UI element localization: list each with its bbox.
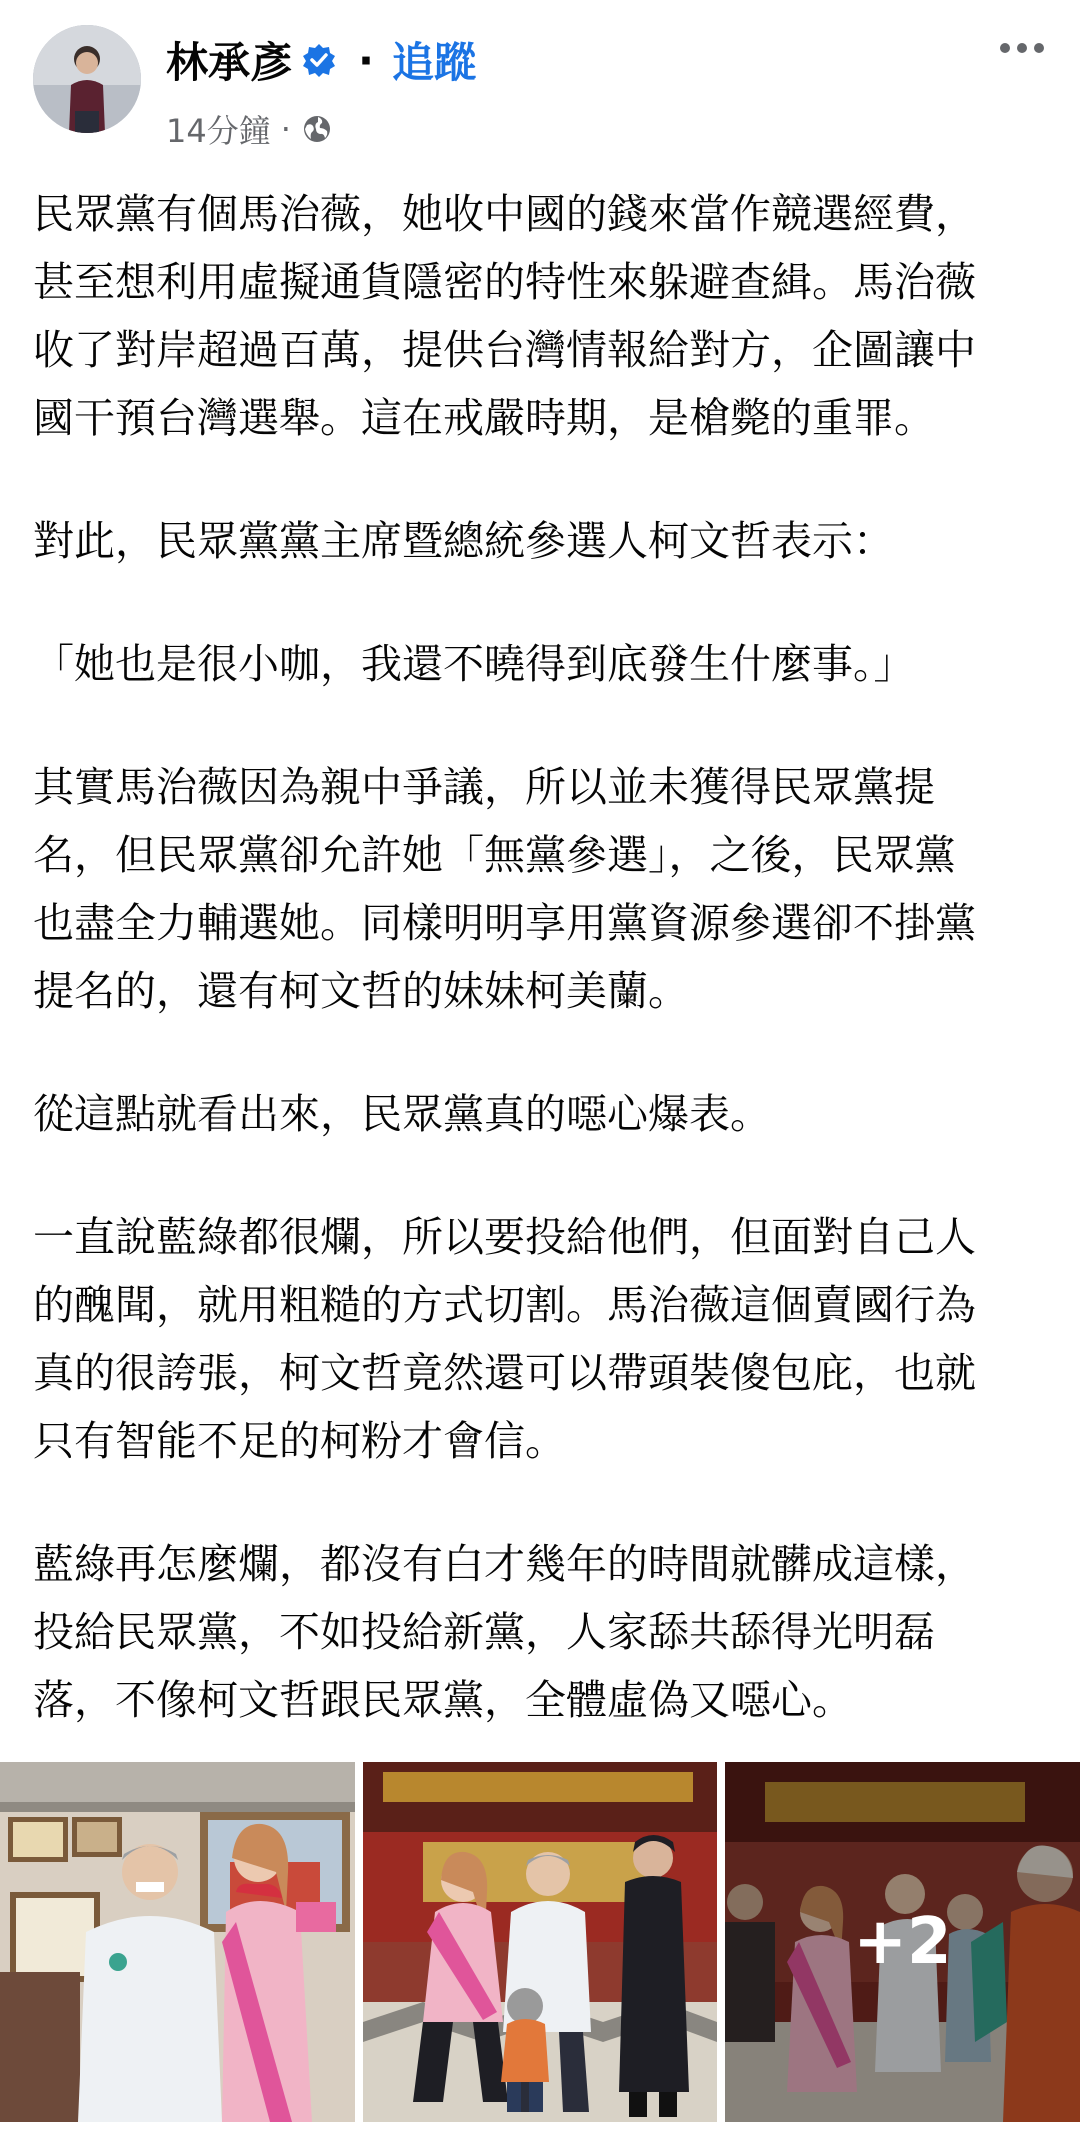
post-paragraph bbox=[33, 180, 1053, 452]
author-name[interactable]: 林承彥 bbox=[166, 38, 293, 87]
meta-separator: · bbox=[280, 110, 291, 148]
text-line: 其實馬治薇因為親中爭議，所以並未獲得民眾黨提 bbox=[33, 763, 935, 811]
text-line: 的醜聞，就用粗糙的方式切割。馬治薇這個賣國行為 bbox=[33, 1281, 976, 1329]
text-line: 「她也是很小咖，我還不曉得到底發生什麼事。」 bbox=[33, 640, 915, 688]
text-line: 名，但民眾黨卻允許她「無黨參選」，之後，民眾黨 bbox=[33, 831, 956, 879]
more-photos-overlay[interactable] bbox=[725, 1762, 1080, 2122]
text-line: 甚至想利用虛擬通貨隱密的特性來躲避查緝。馬治薇 bbox=[33, 258, 976, 306]
post-paragraph bbox=[33, 507, 1053, 575]
separator-dot: · bbox=[358, 35, 374, 85]
post-paragraph bbox=[33, 753, 1053, 1025]
text-line: 提名的，還有柯文哲的妹妹柯美蘭。 bbox=[33, 967, 689, 1015]
follow-button[interactable]: 追蹤 bbox=[391, 38, 476, 87]
post-text bbox=[33, 180, 1053, 1789]
text-line: 投給民眾黨，不如投給新黨，人家舔共舔得光明磊 bbox=[33, 1608, 935, 1656]
author-line bbox=[166, 30, 476, 90]
globe-icon[interactable] bbox=[301, 113, 333, 145]
post-paragraph bbox=[33, 630, 1053, 698]
text-line: 藍綠再怎麼爛，都沒有白才幾年的時間就髒成這樣， bbox=[33, 1540, 976, 1588]
author-avatar[interactable] bbox=[33, 25, 141, 133]
text-line: 從這點就看出來，民眾黨真的噁心爆表。 bbox=[33, 1090, 771, 1138]
more-options-icon[interactable] bbox=[992, 28, 1052, 68]
post-paragraph bbox=[33, 1203, 1053, 1475]
text-line: 也盡全力輔選她。同樣明明享用黨資源參選卻不掛黨 bbox=[33, 899, 976, 947]
text-line: 真的很誇張，柯文哲竟然還可以帶頭裝傻包庇，也就 bbox=[33, 1349, 976, 1397]
verified-badge-icon bbox=[302, 43, 336, 77]
text-line: 對此，民眾黨黨主席暨總統參選人柯文哲表示： bbox=[33, 517, 894, 565]
more-photos-count: +2 bbox=[853, 1905, 952, 1979]
post-header bbox=[0, 0, 1080, 160]
text-line: 一直說藍綠都很爛，所以要投給他們，但面對自己人 bbox=[33, 1213, 976, 1261]
text-line: 只有智能不足的柯粉才會信。 bbox=[33, 1417, 566, 1465]
post-meta bbox=[166, 106, 333, 152]
post-paragraph bbox=[33, 1080, 1053, 1148]
photo-grid bbox=[0, 1762, 1080, 2122]
post-timestamp[interactable]: 14分鐘 bbox=[166, 112, 271, 150]
photo-office[interactable] bbox=[0, 1762, 355, 2122]
text-line: 民眾黨有個馬治薇，她收中國的錢來當作競選經費， bbox=[33, 190, 976, 238]
text-line: 落，不像柯文哲跟民眾黨，全體虛偽又噁心。 bbox=[33, 1676, 853, 1724]
text-line: 國干預台灣選舉。這在戒嚴時期，是槍斃的重罪。 bbox=[33, 394, 935, 442]
photo-temple-child[interactable] bbox=[363, 1762, 717, 2122]
post-paragraph bbox=[33, 1530, 1053, 1734]
text-line: 收了對岸超過百萬，提供台灣情報給對方，企圖讓中 bbox=[33, 326, 976, 374]
photo-crowd[interactable] bbox=[725, 1762, 1080, 2122]
